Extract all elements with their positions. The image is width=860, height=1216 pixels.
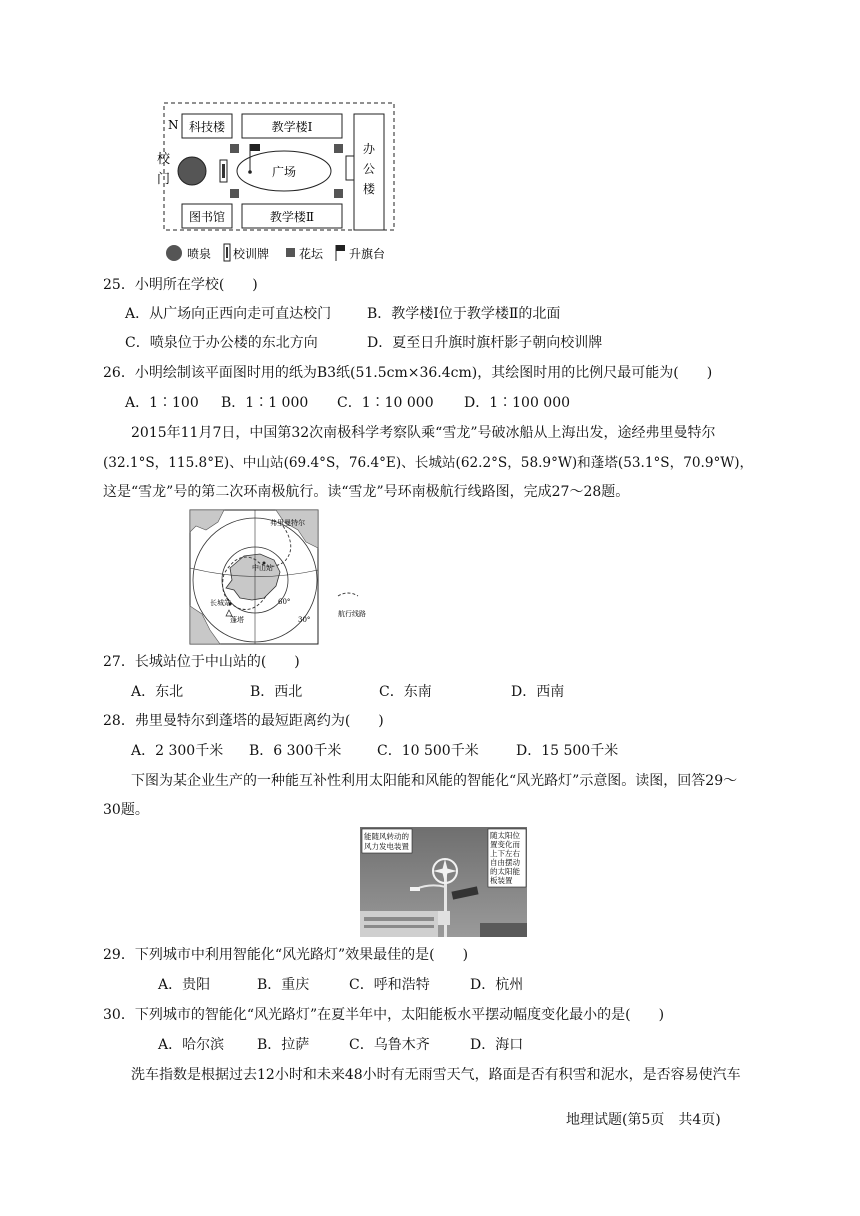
label-punta: 蓬塔 [230,616,244,624]
label-right-5: 的太阳能 [490,867,520,876]
q28-option-c: C．10 500千米 [377,743,479,759]
q26-stem: 26．小明绘制该平面图时用的纸为B3纸(51.5cm×36.4cm)，其绘图时用的比例尺最可能为( ) [103,365,713,381]
label-lat60: 60° [278,598,291,606]
q30-option-c: C．乌鲁木齐 [349,1037,430,1053]
intro-2728-line1: 2015年11月7日，中国第32次南极科学考察队乘“雪龙”号破冰船从上海出发，途经弗里曼特尔 [131,425,716,441]
q25-stem: 25．小明所在学校( ) [103,277,258,293]
q28-option-d: D．15 500千米 [516,743,619,759]
square-label: 广场 [271,165,297,179]
q28-option-b: B．6 300千米 [249,743,342,759]
q26-option-a: A．1∶100 [125,395,199,411]
label-right-1: 随太阳位 [490,831,520,840]
q25-option-b: B．教学楼Ⅰ位于教学楼Ⅱ的北面 [367,306,561,322]
q27-option-a: A．东北 [131,684,184,700]
q28-stem: 28．弗里曼特尔到蓬塔的最短距离约为( ) [103,713,384,729]
q29-option-a: A．贵阳 [158,977,211,993]
label-right-4: 自由摆动 [490,858,520,867]
office-1: 办 [362,142,376,156]
campus-map [152,98,402,268]
q25-option-c: C．喷泉位于办公楼的东北方向 [125,335,318,351]
label-fremantle: 弗里曼特尔 [270,519,305,527]
gate-label-1: 校 [157,152,171,167]
antarctic-route-map [188,508,378,648]
label-changcheng: 长城站 [210,599,231,607]
q26-option-d: D．1∶100 000 [464,395,571,411]
flag-icon [250,144,260,151]
q30-option-d: D．海口 [470,1037,524,1053]
legend-flowerbed: 花坛 [299,247,324,261]
q27-option-d: D．西南 [511,684,565,700]
office-2: 公 [362,162,376,176]
label-right-3: 上下左右 [490,849,520,858]
street-lamp-photo [360,827,527,937]
intro-2728-line3: 这是“雪龙”号的第二次环南极航行。读“雪龙”号环南极航行线路图，完成27～28题。 [103,484,630,500]
q30-option-a: A．哈尔滨 [158,1037,225,1053]
label-lat30: 30° [298,616,311,624]
tail-paragraph: 洗车指数是根据过去12小时和未来48小时有无雨雪天气，路面是否有积雪和泥水，是否容易使汽车 [131,1067,741,1083]
q29-stem: 29．下列城市中利用智能化“风光路灯”效果最佳的是( ) [103,947,469,963]
q27-option-c: C．东南 [379,684,432,700]
north-mark: N [168,118,179,132]
label-left-1: 能随风转动的 [364,832,409,841]
q25-option-d: D．夏至日升旗时旗杆影子朝向校训牌 [367,335,603,351]
building-jiaoxue1: 教学楼Ⅰ [271,120,313,134]
intro-2930-line2: 30题。 [103,802,149,818]
office-3: 楼 [362,182,376,196]
q29-option-b: B．重庆 [257,977,310,993]
legend-fountain: 喷泉 [187,247,212,261]
q27-option-b: B．西北 [250,684,303,700]
q26-option-c: C．1∶10 000 [337,395,434,411]
intro-2930-line1: 下图为某企业生产的一种能互补性利用太阳能和风能的智能化“风光路灯”示意图。读图，回答29～ [131,773,738,789]
q28-option-a: A．2 300千米 [131,743,224,759]
q29-option-d: D．杭州 [470,977,524,993]
q27-stem: 27．长城站位于中山站的( ) [103,654,300,670]
legend-flagpole: 升旗台 [349,247,386,261]
building-jiaoxue2: 教学楼Ⅱ [269,210,315,224]
label-zhongshan: 中山站 [252,564,273,572]
gate-label-2: 门 [157,172,171,187]
label-right-2: 置变化而 [490,840,520,849]
legend-sign: 校训牌 [233,247,270,261]
page-footer: 地理试题(第5页 共4页) [566,1112,721,1128]
building-library: 图书馆 [188,210,226,224]
building-keji: 科技楼 [188,120,226,134]
q29-option-c: C．呼和浩特 [349,977,430,993]
legend-route: 航行线路 [338,610,366,618]
intro-2728-line2: (32.1°S，115.8°E)、中山站(69.4°S，76.4°E)、长城站(62.2°S，58.9°W)和蓬塔(53.1°S，70.9°W)， [103,455,754,471]
q30-option-b: B．拉萨 [257,1037,310,1053]
label-right-6: 板装置 [490,876,513,885]
fountain-icon [178,157,206,185]
q25-option-a: A．从广场向正西向走可直达校门 [125,306,332,322]
q30-stem: 30．下列城市的智能化“风光路灯”在夏半年中，太阳能板水平摆动幅度变化最小的是( ) [103,1007,665,1023]
q26-option-b: B．1∶1 000 [221,395,309,411]
label-left-2: 风力发电装置 [364,842,409,851]
